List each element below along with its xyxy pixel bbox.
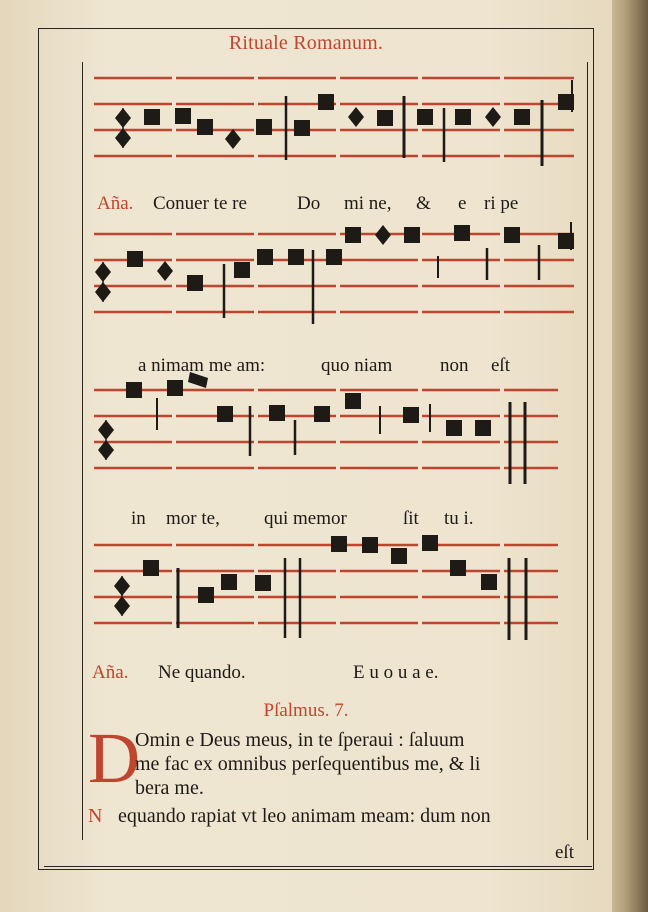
psalm-title: Pſalmus. 7. — [263, 700, 349, 721]
drop-capital: D — [88, 718, 140, 798]
neume-square — [404, 227, 420, 243]
neume-square — [126, 382, 142, 398]
neume-square — [391, 548, 407, 564]
neume-diamond — [375, 225, 391, 245]
antiphon-rubric: Aña. — [97, 193, 134, 214]
lyric-syllable: ri pe — [484, 193, 519, 214]
neume-square — [198, 587, 214, 603]
neume-square — [255, 575, 271, 591]
neume-square — [187, 275, 203, 291]
neume-square — [446, 420, 462, 436]
neume-square — [269, 405, 285, 421]
book-gutter — [612, 0, 648, 912]
lyric-syllable: mi ne, — [344, 193, 392, 214]
page-border-bottom — [44, 866, 592, 867]
neume-square — [175, 108, 191, 124]
neume-square — [455, 109, 471, 125]
neume-square — [345, 227, 361, 243]
antiphon-rubric: Aña. — [92, 662, 129, 683]
verse-initial: N — [88, 805, 103, 827]
neume-square — [331, 536, 347, 552]
psalm-line-3: bera me. — [135, 777, 204, 799]
psalm-line-2: me fac ex omnibus perſequentibus me, & li — [135, 753, 481, 775]
lyric-syllable: Do — [297, 193, 321, 214]
neume-square — [294, 120, 310, 136]
neume-square — [422, 535, 438, 551]
neume-square — [256, 119, 272, 135]
running-head: Rituale Romanum. — [228, 32, 384, 54]
neume-diamond — [157, 261, 173, 281]
lyric-syllable: & — [416, 193, 431, 214]
neume-square — [144, 109, 160, 125]
neume-square — [314, 406, 330, 422]
lyric-syllable: non — [440, 355, 469, 376]
lyric-syllable: ſit — [403, 508, 419, 529]
neume-square — [345, 393, 361, 409]
neume-square — [318, 94, 334, 110]
lyric-syllable: qui memor — [264, 508, 347, 529]
lyric-syllable: a nimam me am: — [138, 355, 266, 376]
neume-square — [454, 225, 470, 241]
neume-square — [217, 406, 233, 422]
lyric-syllable: Ne quando. — [158, 662, 246, 683]
neume-square — [504, 227, 520, 243]
lyric-syllable: Conuer te re — [153, 193, 247, 214]
neume-diamond — [225, 129, 241, 149]
neume-square — [197, 119, 213, 135]
neume-square — [143, 560, 159, 576]
lyric-syllable: eſt — [491, 355, 510, 376]
neume-square — [257, 249, 273, 265]
lyric-syllable: quo niam — [321, 355, 393, 376]
neume-square — [377, 110, 393, 126]
neume-square — [288, 249, 304, 265]
catchword: eſt — [555, 842, 574, 863]
neume-square — [362, 537, 378, 553]
psalm-line-1: Omin e Deus meus, in te ſperaui : ſaluum — [135, 729, 465, 751]
neume-square — [417, 109, 433, 125]
neume-square — [167, 380, 183, 396]
lyric-syllable: mor te, — [166, 508, 220, 529]
neume-square — [127, 251, 143, 267]
lyric-syllable: tu i. — [444, 508, 474, 529]
neume-diamond — [348, 107, 364, 127]
lyric-syllable: e — [458, 193, 467, 214]
neume-square — [221, 574, 237, 590]
lyric-syllable: in — [131, 508, 146, 529]
neume-square — [326, 249, 342, 265]
lyric-syllable: E u o u a e. — [353, 662, 439, 683]
neume-square — [403, 407, 419, 423]
neume-square — [514, 109, 530, 125]
neume-square — [234, 262, 250, 278]
psalm-line-4: equando rapiat vt leo animam meam: dum non — [118, 805, 491, 827]
neume-square — [481, 574, 497, 590]
neume-diamond — [485, 107, 501, 127]
neume-square — [450, 560, 466, 576]
neume-square — [475, 420, 491, 436]
